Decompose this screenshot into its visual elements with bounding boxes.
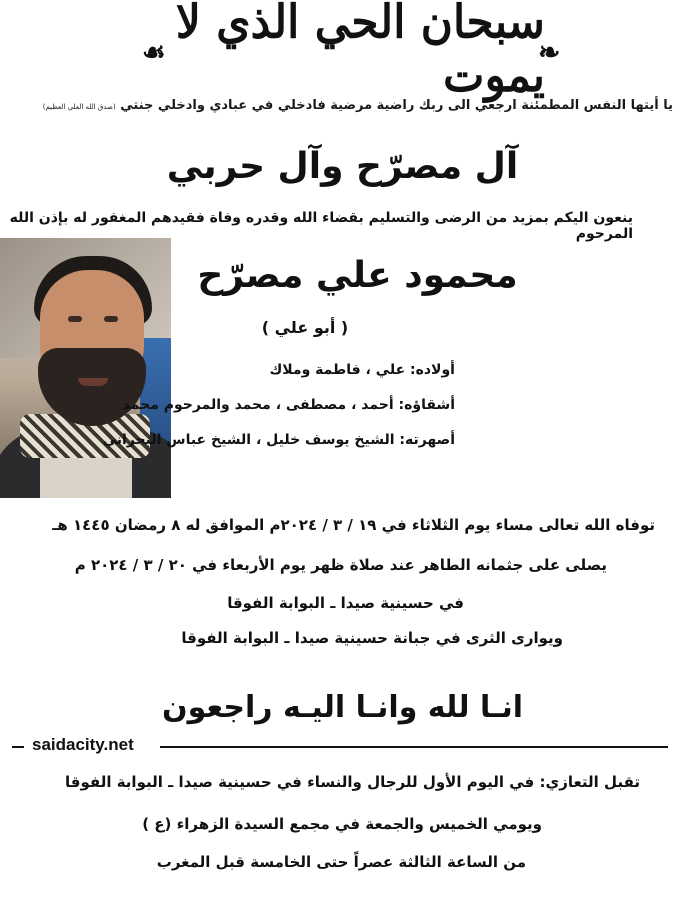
quran-quote: انـا لله وانـا اليـه راجعون bbox=[161, 690, 524, 725]
siblings-line: أشقاؤه: أحمد ، مصطفى ، محمد والمرحوم محمد bbox=[122, 397, 455, 413]
inlaws-line: أصهرته: الشيخ يوسف خليل ، الشيخ عباس البحراني bbox=[102, 432, 455, 448]
burial-line: ويوارى الثرى في جبانة حسينية صيدا ـ البوابة الفوقا bbox=[181, 629, 563, 647]
website-link[interactable]: saidacity.net bbox=[32, 735, 134, 754]
funeral-prayer-place: في حسينية صيدا ـ البوابة الفوقا bbox=[227, 594, 464, 612]
condolences-line-1: تقبل التعازي: في اليوم الأول للرجال والنساء في حسينية صيدا ـ البوابة الفوقا bbox=[65, 773, 640, 791]
header-calligraphy bbox=[142, 0, 559, 103]
condolences-line-3: من الساعة الثالثة عصراً حتى الخامسة قبل المغرب bbox=[156, 853, 526, 871]
verse-text: يا أيتها النفس المطمئنة ارجعي الى ربك راضية مرضية فادخلي في عبادي وادخلي جنتي bbox=[120, 98, 673, 113]
verse-source: (صدق الله العلي العظيم) bbox=[42, 103, 116, 111]
deceased-name: محمود علي مصرّح bbox=[197, 255, 518, 296]
calligraphy-text: سبحان الحي الذي لا يموت bbox=[175, 0, 545, 103]
condolences-line-2: ويومي الخميس والجمعة في مجمع السيدة الزهراء (ع ) bbox=[142, 815, 542, 833]
flourish-ornament-icon: ☙ bbox=[142, 37, 165, 69]
quran-verse bbox=[12, 98, 673, 113]
deceased-photo bbox=[0, 238, 171, 498]
flourish-ornament-icon: ❧ bbox=[538, 37, 559, 69]
announcement-text: ينعون اليكم بمزيد من الرضى والتسليم بقضاء الله وقدره وفاة فقيدهم المغفور له بإذن الله المرحوم bbox=[9, 210, 633, 242]
divider bbox=[12, 746, 24, 748]
funeral-prayer-line: يصلى على جثمانه الطاهر عند صلاة ظهر يوم الأربعاء في ٢٠ / ٣ / ٢٠٢٤ م bbox=[74, 556, 607, 574]
family-names-title: آل مصرّح وآل حربي bbox=[166, 146, 519, 187]
deceased-nickname: ( أبو علي ) bbox=[261, 318, 349, 337]
divider bbox=[160, 746, 668, 748]
children-line: أولاده: علي ، فاطمة وملاك bbox=[269, 362, 455, 378]
death-date-line: توفاه الله تعالى مساء يوم الثلاثاء في ١٩ / ٣ / ٢٠٢٤م الموافق له ٨ رمضان ١٤٤٥ هـ bbox=[52, 516, 655, 534]
